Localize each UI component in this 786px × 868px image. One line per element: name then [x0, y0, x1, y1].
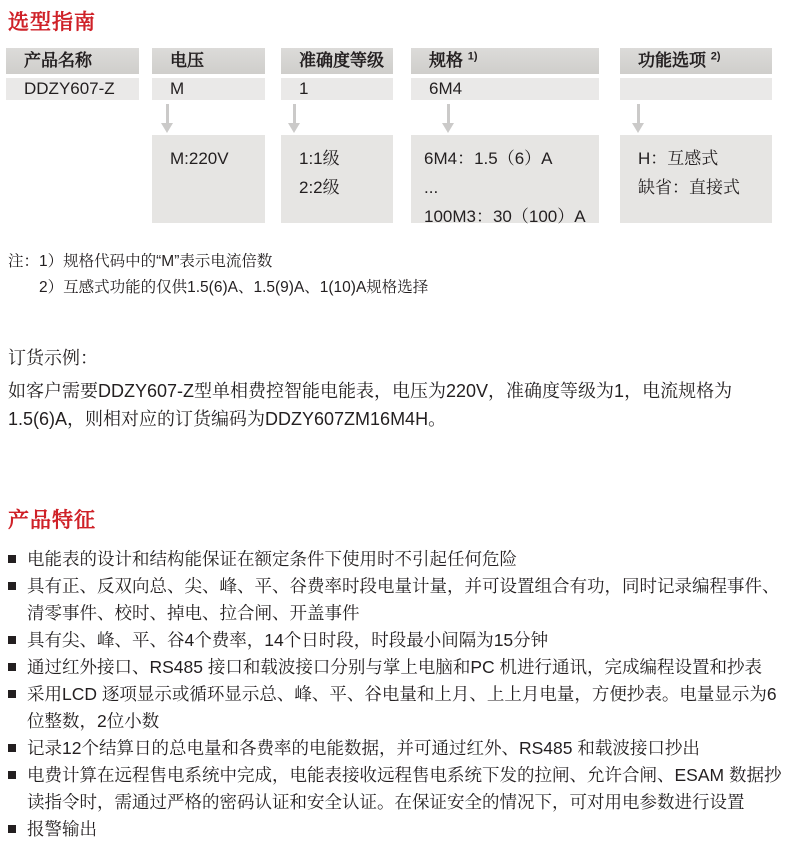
bullet-square-icon — [8, 573, 27, 627]
footnotes — [8, 249, 428, 301]
column-specification — [411, 48, 599, 230]
down-arrow-icon — [632, 104, 645, 133]
bullet-square-icon — [8, 627, 27, 654]
bullet-square-icon — [8, 762, 27, 816]
header-cell-specification — [411, 48, 599, 74]
detail-box-specification — [411, 135, 599, 226]
detail-line: M:220V — [170, 149, 229, 168]
feature-text: 采用LCD 逐项显示或循环显示总、峰、平、谷电量和上月、上上月电量，方便抄表。电量显示为6位整数，2位小数 — [27, 684, 777, 731]
selection-table — [0, 48, 786, 230]
ordering-example — [8, 344, 780, 433]
header-label: 规格 — [429, 51, 463, 70]
detail-line: 2:2级 — [299, 178, 340, 197]
feature-text: 具有尖、峰、平、谷4个费率，14个日时段，时段最小间隔为15分钟 — [27, 630, 549, 650]
value-cell-voltage: M — [152, 78, 265, 100]
header-label: 准确度等级 — [299, 51, 384, 70]
feature-text: 电能表的设计和结构能保证在额定条件下使用时不引起任何危险 — [27, 549, 517, 569]
ordering-example-title: 订货示例： — [8, 348, 98, 368]
feature-item — [8, 627, 782, 654]
detail-line: 缺省：直接式 — [638, 178, 740, 197]
feature-item — [8, 573, 782, 627]
feature-text: 具有正、反双向总、尖、峰、平、谷费率时段电量计量，并可设置组合有功，同时记录编程事件、清零事件、校时、掉电、拉合闸、开盖事件 — [27, 576, 780, 623]
bullet-square-icon — [8, 546, 27, 573]
feature-text: 通过红外接口、RS485 接口和载波接口分别与掌上电脑和PC 机进行通讯，完成编程设置和抄表 — [27, 657, 763, 677]
header-label: 功能选项 — [638, 51, 706, 70]
detail-line: 1:1级 — [299, 149, 340, 168]
column-function-options — [620, 48, 772, 230]
header-cell-product-name — [6, 48, 139, 74]
detail-line: H：互感式 — [638, 149, 719, 168]
column-accuracy-class — [281, 48, 393, 230]
feature-item — [8, 762, 782, 816]
feature-item — [8, 681, 782, 735]
detail-line: 100M3：30（100）A — [424, 207, 586, 226]
detail-box-function-options — [620, 135, 772, 223]
column-product-name — [6, 48, 139, 230]
footnote-line: 注：1）规格代码中的“M”表示电流倍数 — [8, 253, 273, 270]
feature-item — [8, 546, 782, 573]
column-voltage — [152, 48, 265, 230]
product-features-list — [8, 546, 782, 843]
header-superscript: 1) — [467, 50, 478, 63]
header-label: 产品名称 — [24, 51, 92, 70]
down-arrow-icon — [442, 104, 455, 133]
feature-item — [8, 735, 782, 762]
bullet-square-icon — [8, 681, 27, 735]
detail-line: ... — [424, 178, 439, 197]
selection-guide-title: 选型指南 — [8, 11, 96, 34]
product-features-title: 产品特征 — [8, 509, 96, 532]
bullet-square-icon — [8, 735, 27, 762]
footnote-line: 2）互感式功能的仅供1.5(6)A、1.5(9)A、1(10)A规格选择 — [39, 279, 429, 296]
header-superscript: 2) — [710, 50, 721, 63]
down-arrow-icon — [161, 104, 174, 133]
detail-box-accuracy-class — [281, 135, 393, 223]
down-arrow-icon — [288, 104, 301, 133]
detail-box-voltage — [152, 135, 265, 223]
header-label: 电压 — [170, 51, 204, 70]
feature-text: 电费计算在远程售电系统中完成，电能表接收远程售电系统下发的拉闸、允许合闸、ESAM 数据抄读指令时，需通过严格的密码认证和安全认证。在保证安全的情况下，可对用电参数进行设置 — [27, 765, 782, 812]
value-cell-function-options — [620, 78, 772, 100]
feature-item — [8, 816, 782, 843]
bullet-square-icon — [8, 816, 27, 843]
header-cell-accuracy-class — [281, 48, 393, 74]
value-cell-accuracy-class: 1 — [281, 78, 393, 100]
bullet-square-icon — [8, 654, 27, 681]
feature-item — [8, 654, 782, 681]
feature-text: 报警输出 — [27, 819, 97, 839]
detail-line: 6M4：1.5（6）A — [424, 149, 553, 168]
header-cell-voltage — [152, 48, 265, 74]
ordering-example-body: 如客户需要DDZY607-Z型单相费控智能电能表，电压为220V，准确度等级为1，电流规格为1.5(6)A，则相对应的订货编码为DDZY607ZM16M4H。 — [8, 381, 733, 429]
feature-text: 记录12个结算日的总电量和各费率的电能数据，并可通过红外、RS485 和载波接口抄出 — [27, 738, 700, 758]
value-cell-product-name: DDZY607-Z — [6, 78, 139, 100]
header-cell-function-options — [620, 48, 772, 74]
value-cell-specification: 6M4 — [411, 78, 599, 100]
